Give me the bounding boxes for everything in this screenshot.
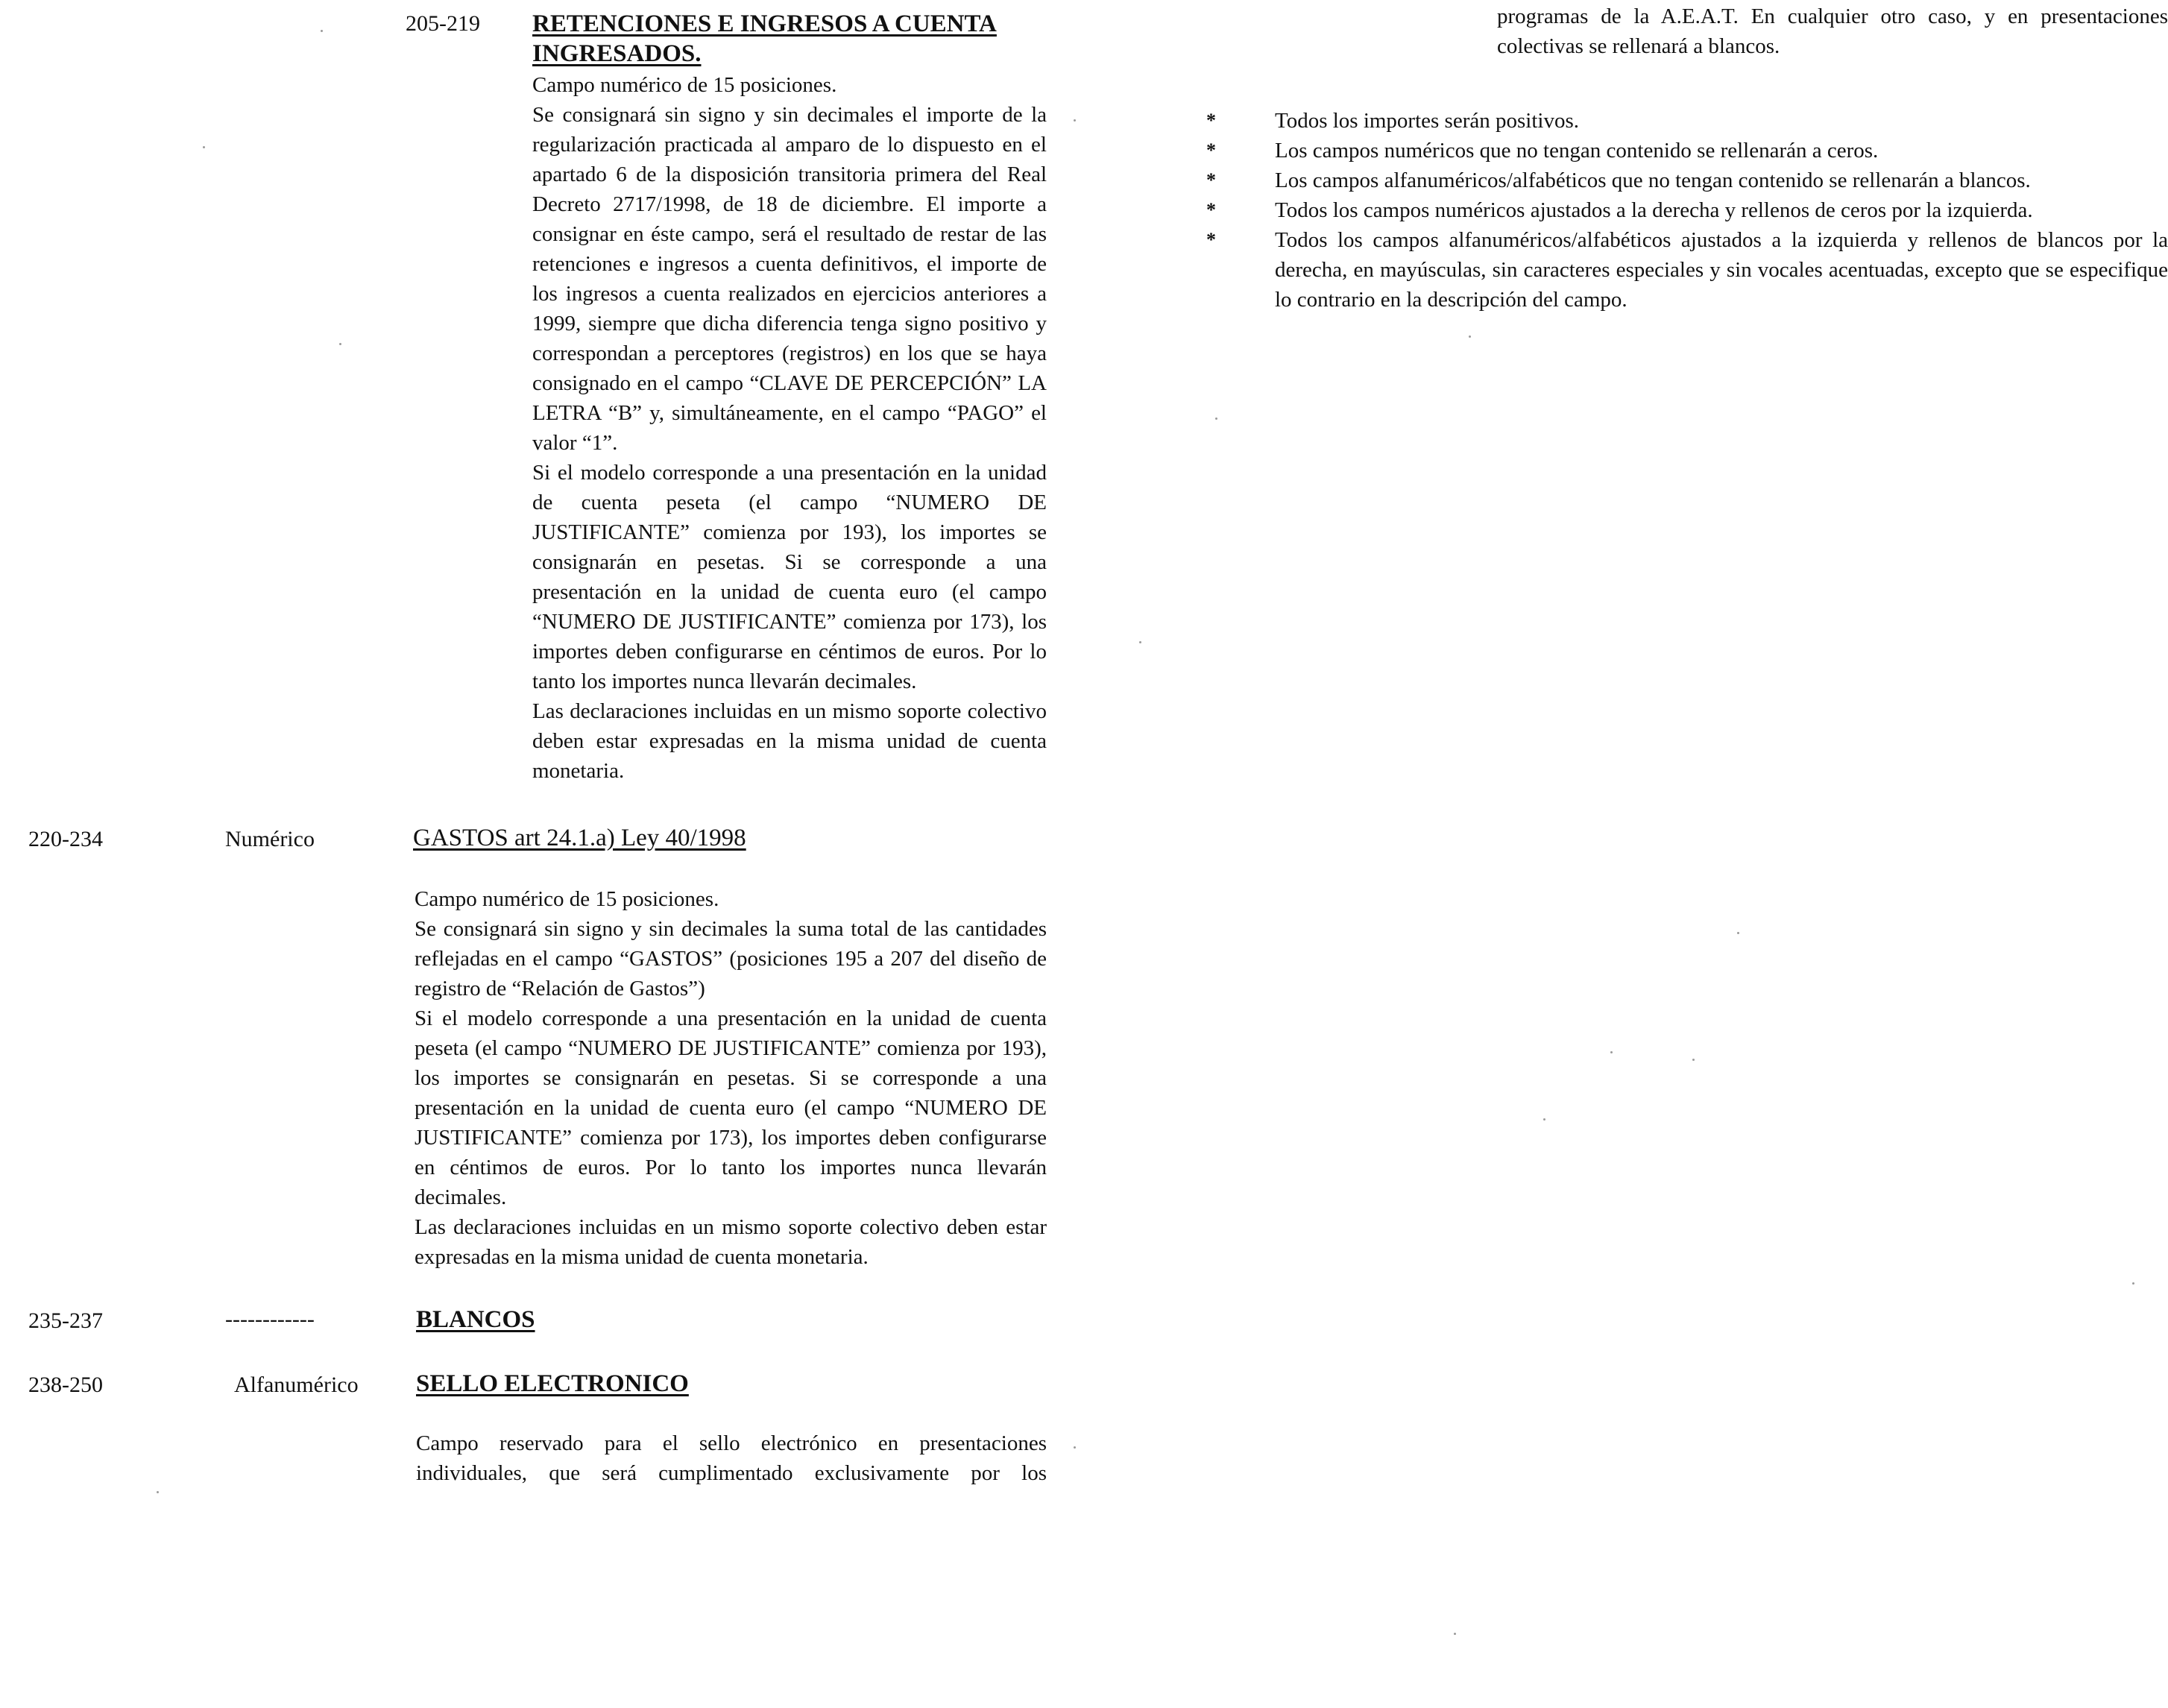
field-title: SELLO ELECTRONICO: [416, 1370, 689, 1397]
field-description: [415, 884, 1047, 1272]
scan-speck: [1454, 1633, 1456, 1635]
field-paragraph: Campo numérico de 15 posiciones.: [532, 73, 837, 97]
scan-speck: [1469, 335, 1471, 338]
scan-speck: [339, 343, 341, 345]
field-type: Alfanumérico: [234, 1373, 359, 1397]
bullet-star-icon: *: [1206, 229, 1216, 250]
bullet-star-icon: *: [1206, 169, 1216, 191]
scan-speck: [1543, 1118, 1545, 1121]
field-title: BLANCOS: [416, 1306, 535, 1333]
scan-speck: [321, 30, 323, 32]
list-item-text: Todos los importes serán positivos.: [1275, 109, 1579, 133]
list-item-text: Todos los campos numéricos ajustados a la derecha y rellenos de ceros por la izquierda.: [1275, 198, 2033, 222]
field-paragraph: Campo numérico de 15 posiciones.: [415, 887, 719, 911]
field-title-line: RETENCIONES E INGRESOS A CUENTA: [532, 10, 997, 37]
field-title: [532, 9, 1054, 69]
list-item-text: Los campos numéricos que no tengan contenido se rellenarán a ceros.: [1275, 139, 1879, 163]
scan-speck: [1737, 932, 1739, 934]
field-paragraph: Campo reservado para el sello electrónico en presentaciones individuales, que será cumplimentado exclusivamente por los: [416, 1431, 1047, 1485]
field-type: ------------: [225, 1307, 315, 1332]
field-type: Numérico: [225, 827, 315, 851]
scan-speck: [157, 1491, 159, 1493]
field-description: [532, 70, 1047, 786]
scan-speck: [2132, 1282, 2134, 1285]
field-position: 238-250: [28, 1373, 103, 1397]
list-item: [1206, 225, 2168, 315]
field-paragraph: Se consignará sin signo y sin decimales la suma total de las cantidades reflejadas en el campo “GASTOS” (posiciones 195 a 207 del diseño de registro de “Relación de Gastos”): [415, 917, 1047, 1000]
scan-speck: [1215, 417, 1217, 420]
scan-speck: [1074, 1446, 1076, 1449]
bullet-star-icon: *: [1206, 139, 1216, 161]
rules-list: [1206, 106, 2168, 315]
scan-speck: [1692, 1059, 1695, 1061]
bullet-star-icon: *: [1206, 199, 1216, 221]
field-paragraph: Se consignará sin signo y sin decimales el importe de la regularización practicada al amparo de lo dispuesto en el apartado 6 de la disposición transitoria primera del Real Decreto 2717/1998, de 18 de diciembre. El importe a consignar en éste campo, será el resultado de restar de las retenciones e ingresos a cuenta definitivos, el importe de los ingresos a cuenta realizados en ejercicios anteriores a 1999, siempre que dicha diferencia tenga signo positivo y correspondan a perceptores (registros) en los que se haya consignado en el campo “CLAVE DE PERCEPCIÓN” LA LETRA “B” y, simultáneamente, en el campo “PAGO” el valor “1”.: [532, 103, 1047, 455]
list-item-text: Los campos alfanuméricos/alfabéticos que no tengan contenido se rellenarán a blancos.: [1275, 168, 2031, 192]
bullet-star-icon: *: [1206, 110, 1216, 131]
field-position: 235-237: [28, 1308, 103, 1333]
field-position: 205-219: [406, 11, 480, 36]
field-paragraph: Las declaraciones incluidas en un mismo soporte colectivo deben estar expresadas en la misma unidad de cuenta monetaria.: [532, 699, 1047, 783]
list-item: [1206, 195, 2168, 225]
field-position: 220-234: [28, 827, 103, 851]
list-item: [1206, 136, 2168, 166]
field-title: GASTOS art 24.1.a) Ley 40/1998: [413, 825, 746, 851]
scan-speck: [203, 146, 205, 148]
field-paragraph: Si el modelo corresponde a una presentación en la unidad de cuenta peseta (el campo “NUMERO DE JUSTIFICANTE” comienza por 193), los importes se consignarán en pesetas. Si se corresponde a una presentación en la unidad de cuenta euro (el campo “NUMERO DE JUSTIFICANTE” comienza por 173), los importes deben configurarse en céntimos de euros. Por lo tanto los importes nunca llevarán decimales.: [415, 1006, 1047, 1209]
list-item: [1206, 106, 2168, 136]
field-title-line: INGRESADOS.: [532, 40, 702, 67]
scan-speck: [1610, 1051, 1613, 1053]
scan-speck: [1139, 641, 1141, 643]
scan-speck: [1074, 119, 1076, 122]
field-description: [416, 1428, 1047, 1488]
list-item-text: Todos los campos alfanuméricos/alfabéticos ajustados a la izquierda y rellenos de blancos por la derecha, en mayúsculas, sin caracteres especiales y sin vocales acentuadas, excepto que se especifique lo contrario en la descripción del campo.: [1275, 228, 2168, 312]
list-item: [1206, 166, 2168, 195]
continuation-text: programas de la A.E.A.T. En cualquier otro caso, y en presentaciones colectivas se rellenará a blancos.: [1497, 4, 2168, 58]
field-paragraph: Si el modelo corresponde a una presentación en la unidad de cuenta peseta (el campo “NUMERO DE JUSTIFICANTE” comienza por 193), los importes se consignarán en pesetas. Si se corresponde a una presentación en la unidad de cuenta euro (el campo “NUMERO DE JUSTIFICANTE” comienza por 173), los importes deben configurarse en céntimos de euros. Por lo tanto los importes nunca llevarán decimales.: [532, 461, 1047, 693]
field-paragraph: Las declaraciones incluidas en un mismo soporte colectivo deben estar expresadas en la misma unidad de cuenta monetaria.: [415, 1215, 1047, 1269]
